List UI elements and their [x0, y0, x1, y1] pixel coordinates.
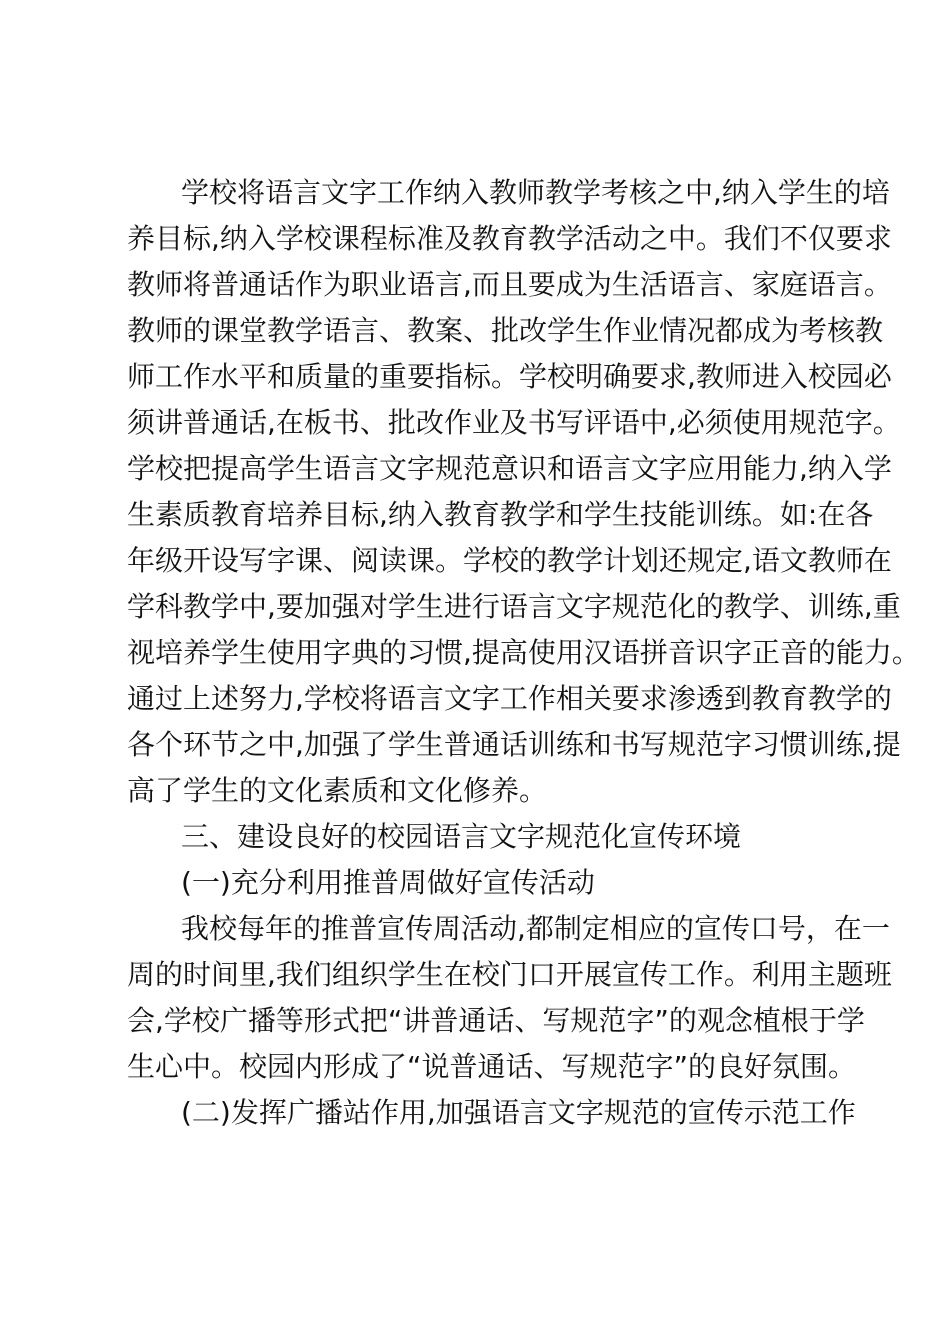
text-line: 会,学校广播等形式把“讲普通话、写规范字”的观念植根于学	[127, 1004, 865, 1037]
text-line: 养目标,纳入学校课程标准及教育教学活动之中。我们不仅要求	[127, 222, 892, 255]
text-line: 生心中。校园内形成了“说普通话、写规范字”的良好氛围。	[127, 1050, 857, 1083]
text-line: 各个环节之中,加强了学生普通话训练和书写规范字习惯训练,提	[127, 728, 901, 761]
section-heading: 三、建设良好的校园语言文字规范化宣传环境	[181, 820, 742, 853]
text-line: 视培养学生使用字典的习惯,提高使用汉语拼音识字正音的能力。	[127, 636, 920, 669]
text-line: 须讲普通话,在板书、批改作业及书写评语中,必须使用规范字。	[127, 406, 901, 439]
text-line: 生素质教育培养目标,纳入教育教学和学生技能训练。如:在各	[127, 498, 874, 531]
text-line: 我校每年的推普宣传周活动,都制定相应的宣传口号，在一	[181, 912, 890, 945]
text-line: 教师将普通话作为职业语言,而且要成为生活语言、家庭语言。	[127, 268, 892, 301]
text-line: 通过上述努力,学校将语言文字工作相关要求渗透到教育教学的	[127, 682, 892, 715]
text-line: 高了学生的文化素质和文化修养。	[127, 774, 548, 807]
text-line: 师工作水平和质量的重要指标。学校明确要求,教师进入校园必	[127, 360, 892, 393]
text-line: 教师的课堂教学语言、教案、批改学生作业情况都成为考核教	[127, 314, 884, 347]
text-line: 周的时间里,我们组织学生在校门口开展宣传工作。利用主题班	[127, 958, 892, 991]
text-line: 学校把提高学生语言文字规范意识和语言文字应用能力,纳入学	[127, 452, 892, 485]
subsection-heading-2: (二)发挥广播站作用,加强语言文字规范的宣传示范工作	[181, 1096, 856, 1129]
text-line: 学校将语言文字工作纳入教师教学考核之中,纳入学生的培	[181, 176, 890, 209]
text-line: 学科教学中,要加强对学生进行语言文字规范化的教学、训练,重	[127, 590, 901, 623]
subsection-heading-1: (一)充分利用推普周做好宣传活动	[181, 866, 595, 899]
text-line: 年级开设写字课、阅读课。学校的教学计划还规定,语文教师在	[127, 544, 892, 577]
